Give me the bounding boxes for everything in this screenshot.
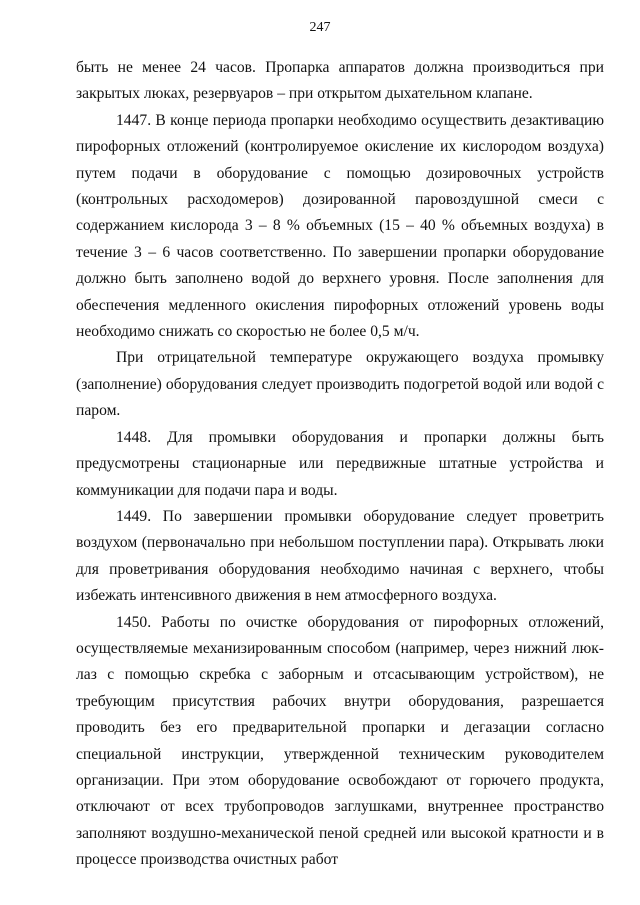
paragraph-negative-temperature: При отрицательной температуре окружающего воздуха промывку (заполнение) оборудования следует производить подогретой водой или водой с паром. <box>76 349 604 420</box>
paragraph-1448: 1448. Для промывки оборудования и пропарки должны быть предусмотрены стационарные или передвижные штатные устройства и коммуникации для подачи пара и воды. <box>76 428 604 499</box>
paragraph-continuation: быть не менее 24 часов. Пропарка аппаратов должна производиться при закрытых люках, резервуаров – при открытом дыхательном клапане. <box>76 59 604 103</box>
page-number: 247 <box>309 20 331 35</box>
paragraph-1450: 1450. Работы по очистке оборудования от пирофорных отложений, осуществляемые механизированным способом (например, через нижний люк-лаз с помощью скребка с заборным и отсасывающим устройством), не требующим присутствия рабочих внутри оборудования, разрешается проводить без его предварительной пропарки и дегазации согласно специальной инструкции, утвержденной техническим руководителем организации. При этом оборудование освобождают от горючего продукта, отключают от всех трубопроводов заглушками, внутреннее пространство заполняют воздушно-механической пеной средней или высокой кратности и в процессе производства очистных работ <box>76 613 604 869</box>
paragraph-1449: 1449. По завершении промывки оборудование следует проветрить воздухом (первоначально при небольшом поступлении пара). Открывать люки для проветривания оборудования необходимо начиная с верхнего, чтобы избежать интенсивного движения в нем атмосферного воздуха. <box>76 507 604 605</box>
body-text <box>76 55 604 874</box>
paragraph-1447: 1447. В конце периода пропарки необходимо осуществить дезактивацию пирофорных отложений (контролируемое окисление их кислородом воздуха) путем подачи в оборудование с помощью дозировочных устройств (контрольных расходомеров) дозированной паровоздушной смеси с содержанием кислорода 3 – 8 % объемных (15 – 40 % объемных воздуха) в течение 3 – 6 часов соответственно. По завершении пропарки оборудование должно быть заполнено водой до верхнего уровня. После заполнения для обеспечения медленного окисления пирофорных отложений уровень воды необходимо снижать со скоростью не более 0,5 м/ч. <box>76 111 604 341</box>
